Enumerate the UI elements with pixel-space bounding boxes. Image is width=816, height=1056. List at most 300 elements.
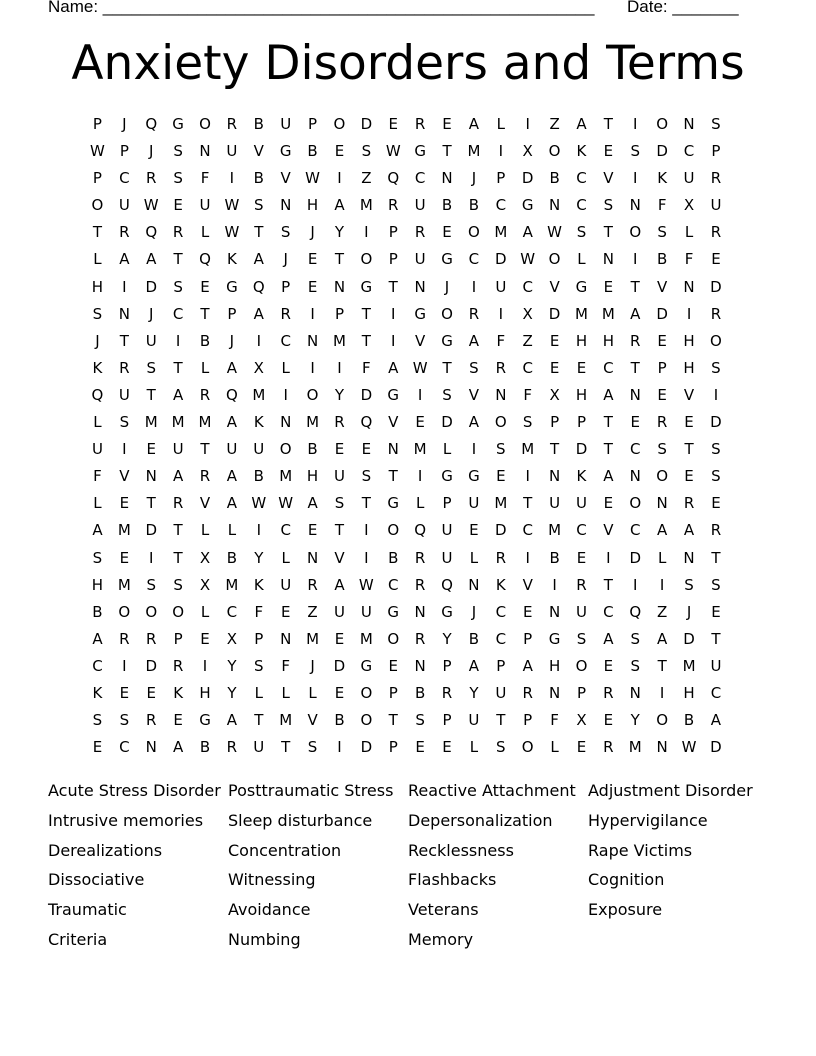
grid-letter[interactable]: S — [711, 467, 721, 486]
grid-letter[interactable]: B — [334, 711, 345, 730]
grid-letter[interactable]: G — [468, 467, 480, 486]
grid-letter[interactable]: R — [603, 683, 614, 702]
grid-letter[interactable]: N — [145, 467, 157, 486]
grid-letter[interactable]: G — [414, 142, 426, 161]
grid-letter[interactable]: A — [146, 250, 157, 269]
grid-letter[interactable]: U — [280, 575, 292, 594]
grid-letter[interactable]: K — [576, 467, 587, 486]
grid-letter[interactable]: B — [549, 548, 560, 567]
grid-letter[interactable]: A — [226, 467, 238, 486]
grid-letter[interactable]: C — [495, 602, 507, 621]
grid-letter[interactable]: L — [442, 440, 452, 459]
grid-letter[interactable]: C — [92, 656, 103, 675]
grid-letter[interactable]: I — [364, 521, 369, 540]
grid-letter[interactable]: I — [471, 440, 477, 459]
grid-letter[interactable]: S — [711, 358, 721, 377]
grid-letter[interactable]: V — [683, 385, 695, 404]
grid-letter[interactable]: B — [441, 196, 453, 215]
grid-letter[interactable]: L — [93, 250, 102, 269]
grid-letter[interactable]: D — [548, 304, 561, 323]
grid-letter[interactable]: O — [387, 629, 400, 648]
grid-letter[interactable]: P — [308, 115, 318, 133]
grid-letter[interactable]: R — [172, 223, 184, 242]
grid-letter[interactable]: Y — [442, 629, 452, 648]
grid-letter[interactable]: S — [173, 142, 183, 161]
grid-letter[interactable]: U — [145, 331, 157, 350]
grid-letter[interactable]: O — [199, 115, 211, 133]
grid-letter[interactable]: L — [200, 521, 210, 540]
grid-letter[interactable]: B — [199, 738, 211, 757]
grid-letter[interactable]: P — [388, 223, 398, 242]
grid-letter[interactable]: R — [146, 169, 157, 188]
grid-letter[interactable]: I — [391, 304, 396, 323]
grid-letter[interactable]: I — [256, 521, 261, 540]
grid-letter[interactable]: R — [710, 521, 722, 540]
grid-letter[interactable]: T — [603, 115, 613, 133]
grid-letter[interactable]: J — [229, 331, 235, 350]
grid-letter[interactable]: N — [118, 304, 130, 323]
grid-letter[interactable]: T — [281, 738, 291, 757]
grid-letter[interactable]: N — [548, 602, 561, 621]
grid-letter[interactable]: M — [117, 521, 131, 540]
grid-letter[interactable]: E — [388, 115, 398, 133]
grid-letter[interactable]: Z — [307, 602, 318, 621]
grid-letter[interactable]: T — [254, 223, 264, 242]
grid-letter[interactable]: I — [391, 331, 396, 350]
grid-letter[interactable]: C — [576, 169, 587, 188]
grid-letter[interactable]: F — [657, 196, 667, 215]
grid-letter[interactable]: U — [360, 602, 372, 621]
grid-letter[interactable]: A — [468, 656, 480, 675]
grid-letter[interactable]: T — [146, 494, 156, 513]
grid-letter[interactable]: V — [415, 331, 426, 350]
grid-letter[interactable]: D — [495, 250, 507, 269]
grid-letter[interactable]: A — [522, 656, 533, 675]
grid-letter[interactable]: W — [547, 223, 562, 242]
grid-letter[interactable]: V — [657, 277, 668, 296]
grid-letter[interactable]: H — [683, 683, 695, 702]
grid-letter[interactable]: P — [388, 738, 398, 757]
grid-letter[interactable]: A — [226, 413, 238, 432]
grid-letter[interactable]: M — [494, 494, 508, 513]
grid-letter[interactable]: W — [412, 358, 428, 377]
grid-letter[interactable]: A — [710, 711, 722, 730]
grid-letter[interactable]: Q — [629, 602, 642, 621]
grid-letter[interactable]: L — [281, 548, 290, 567]
grid-letter[interactable]: I — [122, 656, 127, 675]
grid-letter[interactable]: V — [199, 494, 211, 513]
grid-letter[interactable]: J — [149, 142, 154, 161]
grid-letter[interactable]: W — [520, 250, 536, 269]
grid-letter[interactable]: A — [119, 250, 130, 269]
grid-letter[interactable]: G — [441, 331, 453, 350]
grid-letter[interactable]: X — [683, 196, 695, 215]
grid-letter[interactable]: U — [253, 440, 265, 459]
grid-letter[interactable]: F — [550, 711, 559, 730]
grid-letter[interactable]: W — [681, 738, 697, 757]
grid-letter[interactable]: F — [281, 656, 290, 675]
grid-letter[interactable]: S — [92, 304, 103, 323]
grid-letter[interactable]: K — [226, 250, 237, 269]
grid-letter[interactable]: S — [630, 142, 641, 161]
grid-letter[interactable]: T — [361, 304, 371, 323]
grid-letter[interactable]: A — [576, 115, 587, 133]
grid-letter[interactable]: M — [252, 385, 266, 404]
grid-letter[interactable]: P — [576, 413, 586, 432]
grid-letter[interactable]: N — [306, 548, 319, 567]
grid-letter[interactable]: M — [198, 413, 212, 432]
grid-letter[interactable]: N — [683, 548, 695, 567]
grid-letter[interactable]: Q — [414, 521, 427, 540]
grid-letter[interactable]: C — [630, 521, 641, 540]
grid-letter[interactable]: S — [307, 738, 318, 757]
grid-letter[interactable]: O — [494, 413, 507, 432]
grid-letter[interactable]: E — [334, 683, 345, 702]
grid-letter[interactable]: C — [630, 440, 641, 459]
grid-letter[interactable]: P — [442, 711, 452, 730]
grid-letter[interactable]: A — [226, 494, 238, 513]
grid-letter[interactable]: M — [682, 656, 696, 675]
grid-letter[interactable]: Y — [469, 683, 479, 702]
grid-letter[interactable]: L — [93, 413, 102, 432]
grid-letter[interactable]: Q — [387, 169, 400, 188]
grid-letter[interactable]: W — [224, 223, 240, 242]
grid-letter[interactable]: H — [683, 331, 695, 350]
grid-letter[interactable]: X — [199, 575, 211, 594]
grid-letter[interactable]: T — [146, 385, 156, 404]
grid-letter[interactable]: E — [684, 467, 694, 486]
grid-letter[interactable]: E — [684, 413, 694, 432]
grid-letter[interactable]: Q — [225, 385, 238, 404]
grid-letter[interactable]: O — [548, 250, 561, 269]
grid-letter[interactable]: E — [711, 494, 721, 513]
grid-letter[interactable]: I — [337, 358, 342, 377]
grid-letter[interactable]: U — [441, 548, 453, 567]
grid-letter[interactable]: P — [523, 629, 533, 648]
grid-letter[interactable]: I — [256, 331, 261, 350]
grid-letter[interactable]: E — [92, 738, 103, 757]
grid-letter[interactable]: Y — [334, 223, 345, 242]
grid-letter[interactable]: E — [173, 711, 183, 730]
grid-letter[interactable]: S — [630, 629, 641, 648]
grid-letter[interactable]: U — [710, 196, 722, 215]
grid-letter[interactable]: W — [251, 494, 267, 513]
grid-letter[interactable]: J — [122, 115, 127, 133]
grid-letter[interactable]: Y — [254, 548, 264, 567]
grid-letter[interactable]: G — [521, 196, 534, 215]
grid-letter[interactable]: J — [95, 331, 100, 350]
grid-letter[interactable]: F — [496, 331, 506, 350]
grid-letter[interactable]: G — [414, 304, 426, 323]
grid-letter[interactable]: M — [144, 413, 158, 432]
grid-letter[interactable]: P — [92, 169, 102, 188]
grid-letter[interactable]: N — [414, 277, 426, 296]
grid-letter[interactable]: I — [659, 575, 665, 594]
grid-letter[interactable]: O — [656, 711, 669, 730]
grid-letter[interactable]: T — [603, 575, 613, 594]
grid-letter[interactable]: Q — [252, 277, 265, 296]
grid-letter[interactable]: E — [334, 142, 345, 161]
grid-letter[interactable]: I — [364, 548, 369, 567]
grid-letter[interactable]: O — [656, 115, 669, 133]
grid-letter[interactable]: E — [603, 494, 614, 513]
grid-letter[interactable]: I — [283, 385, 288, 404]
grid-letter[interactable]: P — [523, 711, 533, 730]
grid-letter[interactable]: T — [92, 223, 103, 242]
grid-letter[interactable]: I — [633, 115, 638, 133]
grid-letter[interactable]: P — [550, 413, 560, 432]
grid-letter[interactable]: F — [200, 169, 210, 188]
grid-letter[interactable]: I — [310, 358, 315, 377]
grid-letter[interactable]: Q — [199, 250, 211, 269]
grid-letter[interactable]: V — [334, 548, 345, 567]
grid-letter[interactable]: D — [333, 656, 346, 675]
grid-letter[interactable]: S — [92, 548, 103, 567]
grid-letter[interactable]: S — [254, 656, 264, 675]
grid-letter[interactable]: R — [710, 223, 722, 242]
grid-letter[interactable]: C — [119, 738, 130, 757]
grid-letter[interactable]: X — [199, 548, 211, 567]
grid-letter[interactable]: R — [226, 115, 238, 133]
grid-letter[interactable]: U — [118, 385, 130, 404]
grid-letter[interactable]: T — [173, 358, 183, 377]
date-field-label[interactable]: Date: _______ — [627, 0, 739, 16]
grid-letter[interactable]: A — [172, 385, 184, 404]
grid-letter[interactable]: S — [173, 277, 183, 296]
grid-letter[interactable]: A — [307, 494, 318, 513]
grid-letter[interactable]: A — [683, 521, 695, 540]
grid-letter[interactable]: Y — [630, 711, 640, 730]
grid-letter[interactable]: E — [496, 467, 506, 486]
grid-letter[interactable]: U — [172, 440, 184, 459]
grid-letter[interactable]: D — [441, 413, 453, 432]
grid-letter[interactable]: I — [337, 738, 342, 757]
grid-letter[interactable]: E — [307, 250, 318, 269]
grid-letter[interactable]: C — [683, 142, 695, 161]
grid-letter[interactable]: S — [361, 142, 372, 161]
grid-letter[interactable]: R — [119, 223, 130, 242]
grid-letter[interactable]: B — [683, 711, 695, 730]
grid-letter[interactable]: B — [307, 440, 318, 459]
grid-letter[interactable]: S — [711, 440, 721, 459]
grid-letter[interactable]: I — [525, 115, 530, 133]
grid-letter[interactable]: F — [523, 385, 533, 404]
grid-letter[interactable]: L — [577, 250, 586, 269]
grid-letter[interactable]: N — [145, 738, 157, 757]
grid-letter[interactable]: R — [414, 548, 426, 567]
grid-letter[interactable]: G — [360, 277, 373, 296]
grid-letter[interactable]: I — [525, 467, 530, 486]
grid-letter[interactable]: I — [122, 277, 127, 296]
grid-letter[interactable]: T — [200, 440, 210, 459]
grid-letter[interactable]: P — [92, 115, 102, 133]
grid-letter[interactable]: E — [442, 115, 452, 133]
grid-letter[interactable]: L — [227, 521, 237, 540]
grid-letter[interactable]: I — [417, 467, 423, 486]
grid-letter[interactable]: O — [710, 331, 722, 350]
grid-letter[interactable]: I — [364, 223, 369, 242]
grid-letter[interactable]: Q — [91, 385, 104, 404]
grid-letter[interactable]: Q — [441, 575, 453, 594]
grid-letter[interactable]: E — [307, 277, 318, 296]
grid-letter[interactable]: D — [656, 304, 668, 323]
grid-letter[interactable]: L — [550, 738, 559, 757]
grid-letter[interactable]: N — [333, 277, 346, 296]
grid-letter[interactable]: M — [306, 413, 320, 432]
grid-letter[interactable]: R — [656, 413, 668, 432]
grid-letter[interactable]: R — [307, 575, 318, 594]
grid-letter[interactable]: O — [145, 602, 158, 621]
grid-letter[interactable]: E — [603, 277, 614, 296]
grid-letter[interactable]: D — [145, 656, 157, 675]
grid-letter[interactable]: U — [414, 250, 426, 269]
grid-letter[interactable]: T — [523, 494, 533, 513]
grid-letter[interactable]: P — [281, 277, 291, 296]
grid-letter[interactable]: W — [143, 196, 159, 215]
grid-letter[interactable]: S — [711, 115, 721, 133]
grid-letter[interactable]: N — [548, 196, 561, 215]
grid-letter[interactable]: C — [119, 169, 130, 188]
grid-letter[interactable]: V — [253, 142, 264, 161]
grid-letter[interactable]: S — [603, 196, 614, 215]
grid-letter[interactable]: I — [122, 440, 127, 459]
grid-letter[interactable]: T — [361, 331, 371, 350]
grid-letter[interactable]: Z — [522, 331, 533, 350]
grid-letter[interactable]: R — [576, 575, 587, 594]
grid-letter[interactable]: H — [548, 656, 561, 675]
grid-letter[interactable]: A — [226, 358, 238, 377]
grid-letter[interactable]: R — [522, 683, 533, 702]
grid-letter[interactable]: C — [280, 521, 291, 540]
grid-letter[interactable]: M — [575, 304, 588, 323]
grid-letter[interactable]: K — [92, 358, 103, 377]
grid-letter[interactable]: O — [575, 656, 588, 675]
grid-letter[interactable]: E — [361, 440, 372, 459]
grid-letter[interactable]: I — [310, 304, 315, 323]
grid-letter[interactable]: R — [226, 738, 238, 757]
grid-letter[interactable]: E — [469, 521, 479, 540]
grid-letter[interactable]: M — [359, 629, 373, 648]
grid-letter[interactable]: D — [710, 413, 722, 432]
grid-letter[interactable]: U — [710, 656, 722, 675]
grid-letter[interactable]: E — [576, 358, 587, 377]
grid-letter[interactable]: I — [337, 169, 342, 188]
grid-letter[interactable]: N — [548, 467, 561, 486]
grid-letter[interactable]: J — [149, 304, 154, 323]
grid-letter[interactable]: F — [254, 602, 264, 621]
grid-letter[interactable]: U — [441, 521, 453, 540]
grid-letter[interactable]: G — [226, 277, 238, 296]
grid-letter[interactable]: S — [280, 223, 291, 242]
grid-letter[interactable]: O — [548, 142, 561, 161]
grid-letter[interactable]: G — [548, 629, 561, 648]
grid-letter[interactable]: A — [253, 304, 264, 323]
grid-letter[interactable]: Z — [361, 169, 372, 188]
grid-letter[interactable]: C — [710, 683, 722, 702]
grid-letter[interactable]: S — [92, 711, 103, 730]
grid-letter[interactable]: H — [91, 575, 104, 594]
grid-letter[interactable]: T — [603, 440, 613, 459]
grid-letter[interactable]: K — [576, 142, 587, 161]
grid-letter[interactable]: X — [549, 385, 560, 404]
grid-letter[interactable]: A — [603, 467, 614, 486]
grid-letter[interactable]: C — [495, 629, 507, 648]
grid-letter[interactable]: E — [119, 494, 130, 513]
grid-letter[interactable]: C — [226, 602, 238, 621]
grid-letter[interactable]: P — [173, 629, 183, 648]
grid-letter[interactable]: J — [283, 250, 288, 269]
grid-letter[interactable]: P — [711, 142, 721, 161]
grid-letter[interactable]: N — [629, 467, 641, 486]
grid-letter[interactable]: B — [468, 629, 480, 648]
grid-letter[interactable]: I — [659, 683, 665, 702]
grid-letter[interactable]: S — [496, 440, 506, 459]
grid-letter[interactable]: A — [334, 196, 345, 215]
grid-letter[interactable]: V — [119, 467, 130, 486]
grid-letter[interactable]: J — [471, 169, 477, 188]
grid-letter[interactable]: L — [281, 683, 290, 702]
grid-letter[interactable]: X — [253, 358, 264, 377]
grid-letter[interactable]: M — [467, 142, 481, 161]
grid-letter[interactable]: M — [601, 304, 615, 323]
grid-letter[interactable]: V — [522, 575, 533, 594]
grid-letter[interactable]: K — [253, 575, 264, 594]
grid-letter[interactable]: T — [388, 467, 398, 486]
grid-letter[interactable]: W — [224, 196, 240, 215]
grid-letter[interactable]: M — [548, 521, 562, 540]
grid-letter[interactable]: A — [172, 738, 184, 757]
grid-letter[interactable]: U — [495, 277, 507, 296]
grid-letter[interactable]: C — [576, 196, 587, 215]
grid-letter[interactable]: H — [199, 683, 211, 702]
grid-letter[interactable]: B — [199, 331, 211, 350]
grid-letter[interactable]: R — [388, 196, 399, 215]
grid-letter[interactable]: G — [575, 277, 588, 296]
grid-letter[interactable]: S — [334, 494, 345, 513]
grid-letter[interactable]: E — [657, 331, 667, 350]
grid-letter[interactable]: D — [656, 142, 668, 161]
grid-letter[interactable]: T — [603, 223, 613, 242]
grid-letter[interactable]: D — [629, 548, 642, 567]
grid-letter[interactable]: R — [199, 467, 211, 486]
grid-letter[interactable]: B — [92, 602, 103, 621]
grid-letter[interactable]: O — [172, 602, 185, 621]
grid-letter[interactable]: R — [146, 711, 157, 730]
grid-letter[interactable]: G — [279, 142, 292, 161]
grid-letter[interactable]: U — [495, 683, 507, 702]
grid-letter[interactable]: N — [468, 575, 480, 594]
grid-letter[interactable]: E — [442, 738, 452, 757]
grid-letter[interactable]: E — [200, 629, 210, 648]
grid-letter[interactable]: E — [549, 331, 560, 350]
grid-letter[interactable]: T — [334, 250, 345, 269]
grid-letter[interactable]: C — [388, 575, 399, 594]
grid-letter[interactable]: C — [522, 358, 533, 377]
grid-letter[interactable]: I — [417, 385, 423, 404]
grid-letter[interactable]: C — [495, 196, 507, 215]
grid-letter[interactable]: M — [494, 223, 508, 242]
grid-letter[interactable]: N — [629, 196, 641, 215]
grid-letter[interactable]: B — [657, 250, 668, 269]
grid-letter[interactable]: J — [471, 602, 477, 621]
grid-letter[interactable]: E — [388, 656, 398, 675]
grid-letter[interactable]: V — [468, 385, 480, 404]
grid-letter[interactable]: I — [202, 656, 208, 675]
grid-letter[interactable]: U — [468, 494, 480, 513]
grid-letter[interactable]: U — [118, 196, 130, 215]
grid-letter[interactable]: Z — [657, 602, 668, 621]
grid-letter[interactable]: S — [442, 385, 452, 404]
